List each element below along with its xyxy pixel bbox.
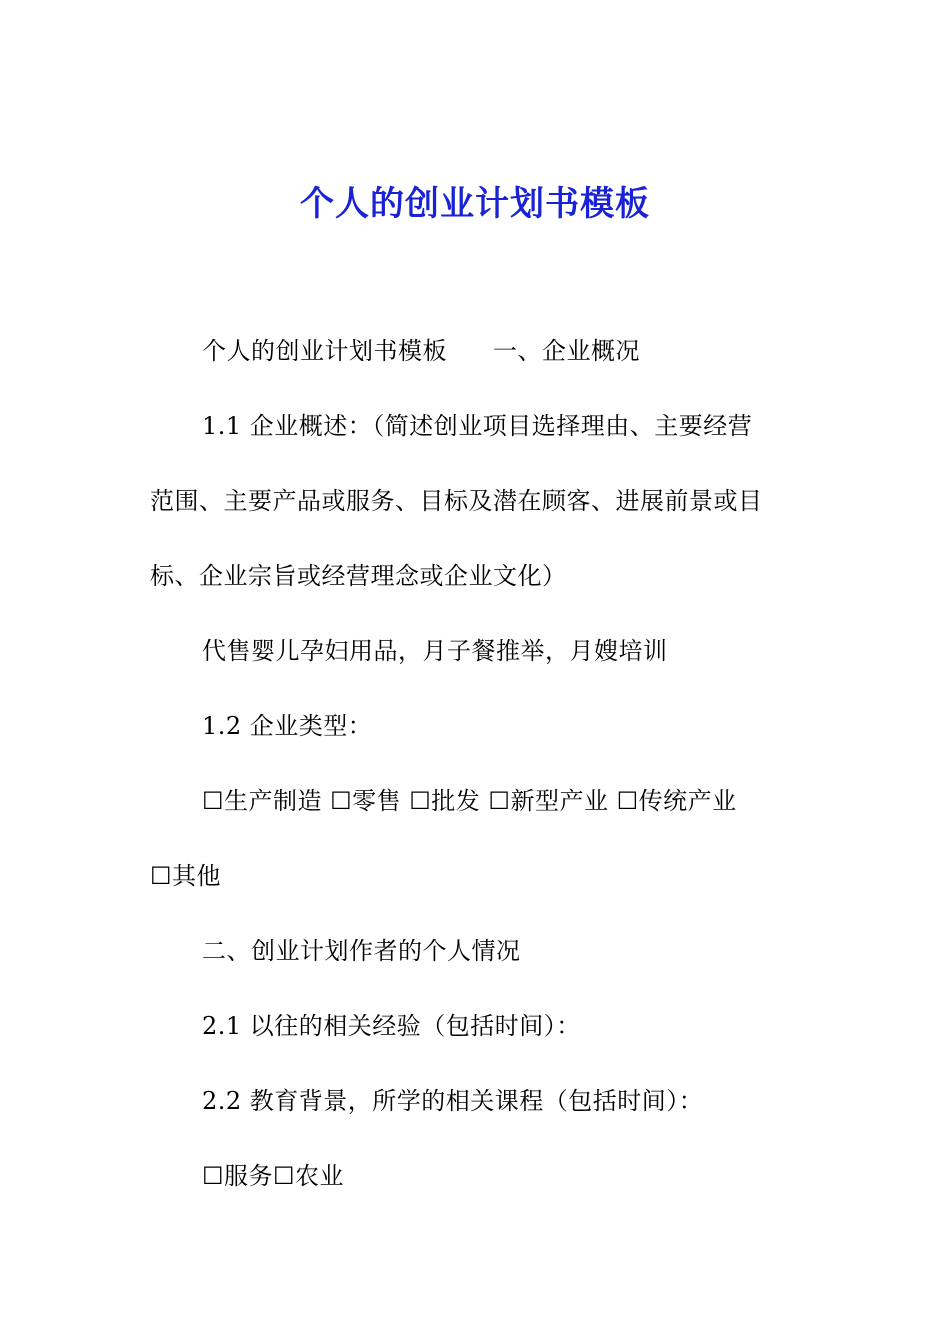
paragraph-1-2: 1.2 企业类型： (202, 712, 373, 740)
document-title: 个人的创业计划书模板 (300, 184, 650, 224)
paragraph-2-2: 2.2 教育背景，所学的相关课程（包括时间）： (202, 1087, 704, 1115)
intro-heading-line (202, 335, 640, 367)
paragraph-1-1: 1.1 企业概述：（简述创业项目选择理由、主要经营 (202, 412, 753, 440)
business-description: 代售婴儿孕妇用品，月子餐推举，月嫂培训 (202, 637, 668, 665)
intro-template-name: 个人的创业计划书模板 (202, 337, 447, 365)
paragraph-2-1: 2.1 以往的相关经验（包括时间）： (202, 1012, 581, 1040)
company-type-options: ☐生产制造 ☐零售 ☐批发 ☐新型产业 ☐传统产业 (202, 787, 737, 815)
paragraph-1-1-end: 标、企业宗旨或经营理念或企业文化） (150, 562, 567, 590)
section-2-heading: 二、创业计划作者的个人情况 (202, 937, 521, 965)
service-agriculture-options: ☐服务☐农业 (202, 1162, 345, 1190)
paragraph-1-1-cont: 范围、主要产品或服务、目标及潜在顾客、进展前景或目 (150, 487, 763, 515)
section-1-heading: 一、企业概况 (493, 337, 640, 365)
company-type-other: ☐其他 (150, 862, 222, 890)
